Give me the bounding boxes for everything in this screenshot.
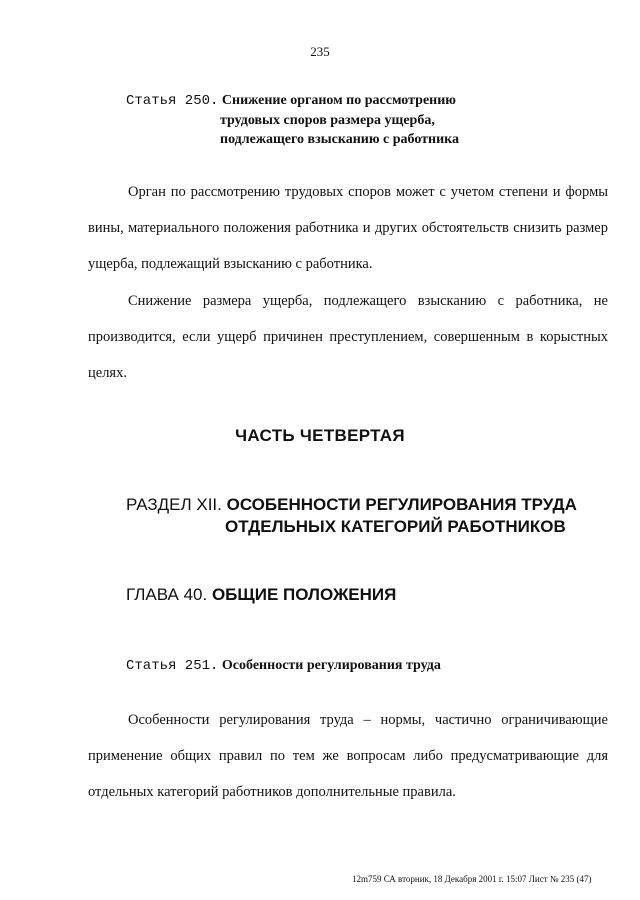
section-title-line-2: ОТДЕЛЬНЫХ КАТЕГОРИЙ РАБОТНИКОВ	[225, 517, 566, 536]
chapter-heading	[126, 585, 396, 605]
part-title: ЧАСТЬ ЧЕТВЕРТАЯ	[235, 426, 405, 445]
section-label: РАЗДЕЛ XII.	[126, 495, 222, 514]
section-title-row-1	[126, 494, 577, 516]
chapter-title: ОБЩИЕ ПОЛОЖЕНИЯ	[211, 585, 397, 604]
article-250-heading	[126, 91, 546, 149]
section-title-line-1: ОСОБЕННОСТИ РЕГУЛИРОВАНИЯ ТРУДА	[226, 495, 577, 514]
article-251-heading	[126, 658, 441, 674]
paragraph-1-text: Орган по рассмотрению трудовых споров может с учетом степени и формы вины, материального положения работника и других обстоятельств снизить размер ущерба, подлежащий взысканию с работника.	[88, 184, 608, 272]
paragraph-3-text: Особенности регулирования труда – нормы, частично ограничивающие применение общих правил по тем же вопросам либо предусматривающие для отдельных категорий работников дополнительные правила.	[88, 712, 608, 800]
article-250-label: Статья 250.	[126, 93, 219, 109]
page-number: 235	[310, 44, 330, 59]
paragraph-2	[88, 283, 608, 391]
article-250-title-row-1	[126, 91, 546, 111]
article-251-label: Статья 251.	[126, 658, 219, 674]
section-heading	[126, 494, 577, 538]
paragraph-3	[88, 702, 608, 810]
paragraph-1	[88, 174, 608, 282]
chapter-label: ГЛАВА 40.	[126, 585, 208, 604]
article-251-title: Особенности регулирования труда	[221, 658, 441, 673]
article-250-title-line-1: Снижение органом по рассмотрению	[221, 93, 456, 108]
article-250-title-line-2: трудовых споров размера ущерба,	[220, 113, 435, 128]
article-250-title-line-3: подлежащего взысканию с работника	[220, 132, 460, 147]
paragraph-2-text: Снижение размера ущерба, подлежащего взысканию с работника, не производится, если ущерб причинен преступлением, совершенным в корыстных целях.	[88, 293, 608, 381]
page-footer: 12m759 СА вторник, 18 Декабря 2001 г. 15:07 Лист № 235 (47)	[352, 874, 592, 884]
